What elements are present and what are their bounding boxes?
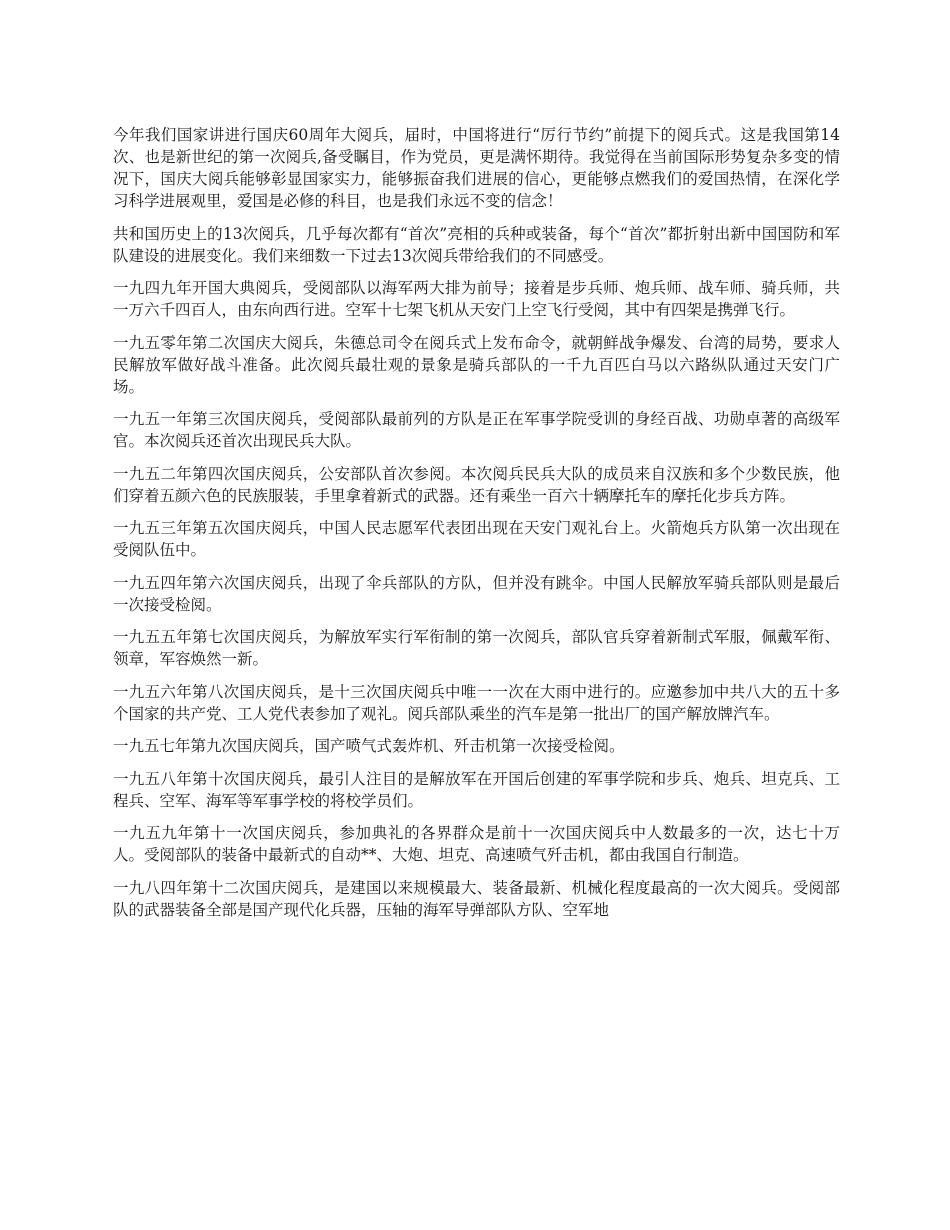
document-body <box>113 124 840 931</box>
paragraph: 一九五一年第三次国庆阅兵，受阅部队最前列的方队是正在军事学院受训的身经百战、功勋卓著的高级军官。本次阅兵还首次出现民兵大队。 <box>113 410 840 450</box>
paragraph: 一九五八年第十次国庆阅兵，最引人注目的是解放军在开国后创建的军事学院和步兵、炮兵、坦克兵、工程兵、空军、海军等军事学校的将校学员们。 <box>113 769 840 810</box>
paragraph: 一九五零年第二次国庆大阅兵，朱德总司令在阅兵式上发布命令，就朝鲜战争爆发、台湾的局势，要求人民解放军做好战斗准备。此次阅兵最壮观的景象是骑兵部队的一千九百匹白马以六路纵队通过天安门广场。 <box>113 333 840 396</box>
paragraph: 今年我们国家讲进行国庆60周年大阅兵，届时，中国将进行“厉行节约”前提下的阅兵式。这是我国第14次、也是新世纪的第一次阅兵,备受瞩目，作为党员，更是满怀期待。我觉得在当前国际形势复杂多变的情况下，国庆大阅兵能够彰显国家实力，能够振奋我们进展的信心，更能够点燃我们的爱国热情，在深化学习科学进展观里，爱国是必修的科目，也是我们永远不变的信念！ <box>113 126 840 210</box>
paragraph: 共和国历史上的13次阅兵，几乎每次都有“首次”亮相的兵种或装备，每个“首次”都折射出新中国国防和军队建设的进展变化。我们来细数一下过去13次阅兵带给我们的不同感受。 <box>113 224 840 265</box>
paragraph: 一九五二年第四次国庆阅兵，公安部队首次参阅。本次阅兵民兵大队的成员来自汉族和多个少数民族，他们穿着五颜六色的民族服装，手里拿着新式的武器。还有乘坐一百六十辆摩托车的摩托化步兵方阵。 <box>113 464 840 505</box>
paragraph: 一九五九年第十一次国庆阅兵，参加典礼的各界群众是前十一次国庆阅兵中人数最多的一次，达七十万人。受阅部队的装备中最新式的自动**、大炮、坦克、高速喷气歼击机，都由我国自行制造。 <box>113 824 840 864</box>
paragraph: 一九五五年第七次国庆阅兵，为解放军实行军衔制的第一次阅兵，部队官兵穿着新制式军服，佩戴军衔、领章，军容焕然一新。 <box>113 628 840 668</box>
paragraph: 一九五四年第六次国庆阅兵，出现了伞兵部队的方队，但并没有跳伞。中国人民解放军骑兵部队则是最后一次接受检阅。 <box>113 573 840 614</box>
paragraph: 一九四九年开国大典阅兵，受阅部队以海军两大排为前导；接着是步兵师、炮兵师、战车师、骑兵师，共一万六千四百人，由东向西行进。空军十七架飞机从天安门上空飞行受阅，其中有四架是携弹飞行。 <box>113 279 840 319</box>
paragraph: 一九五七年第九次国庆阅兵，国产喷气式轰炸机、歼击机第一次接受检阅。 <box>113 737 625 755</box>
paragraph: 一九八四年第十二次国庆阅兵，是建国以来规模最大、装备最新、机械化程度最高的一次大阅兵。受阅部队的武器装备全部是国产现代化兵器，压轴的海军导弹部队方队、空军地 <box>113 878 840 919</box>
paragraph: 一九五六年第八次国庆阅兵，是十三次国庆阅兵中唯一一次在大雨中进行的。应邀参加中共八大的五十多个国家的共产党、工人党代表参加了观礼。阅兵部队乘坐的汽车是第一批出厂的国产解放牌汽车。 <box>113 682 840 723</box>
paragraph: 一九五三年第五次国庆阅兵，中国人民志愿军代表团出现在天安门观礼台上。火箭炮兵方队第一次出现在受阅队伍中。 <box>113 519 840 559</box>
